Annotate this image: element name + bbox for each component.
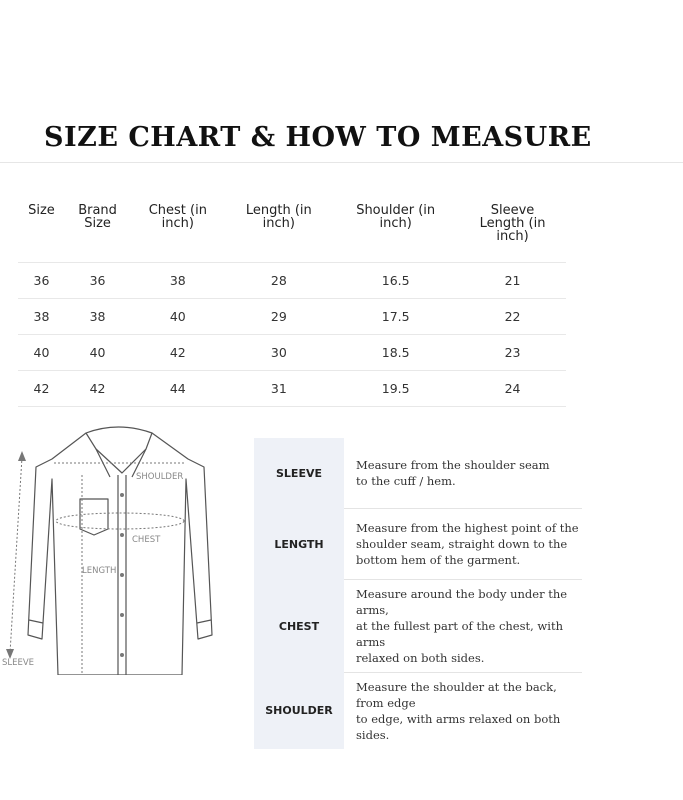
- table-cell: 23: [459, 335, 566, 371]
- header-chest: [130, 198, 225, 263]
- table-cell: 38: [65, 299, 130, 335]
- guide-label-length: LENGTH: [254, 509, 344, 580]
- table-cell: 40: [130, 299, 225, 335]
- header-shoulder: [332, 198, 459, 263]
- table-cell: 19.5: [332, 371, 459, 407]
- table-cell: 22: [459, 299, 566, 335]
- size-table-header: [18, 198, 566, 263]
- header-size-label: Size: [28, 203, 55, 218]
- diagram-label-chest: CHEST: [132, 535, 161, 545]
- header-size: [18, 198, 65, 263]
- size-table: [18, 198, 566, 407]
- table-cell: 28: [225, 263, 332, 299]
- table-cell: 44: [130, 371, 225, 407]
- table-cell: 29: [225, 299, 332, 335]
- table-cell: 40: [18, 335, 65, 371]
- guide-row-length: [254, 509, 582, 580]
- diagram-label-length: LENGTH: [82, 566, 117, 576]
- guide-text-chest-content: Measure around the body under the arms, at the fullest part of the chest, with arms relaxed on both sides.: [356, 587, 568, 665]
- header-sleeve-length: [459, 198, 566, 263]
- title-divider: [0, 162, 683, 163]
- guide-text-length: [344, 509, 582, 580]
- table-cell: 17.5: [332, 299, 459, 335]
- guide-text-chest: [344, 580, 582, 673]
- header-sleeve-length-label: Sleeve Length (in inch): [479, 203, 546, 244]
- guide-text-length-content: Measure from the highest point of the shoulder seam, straight down to the bottom hem of the garment.: [356, 521, 579, 567]
- chest-measure-line: [56, 513, 184, 529]
- table-cell: 24: [459, 371, 566, 407]
- table-cell: 42: [18, 371, 65, 407]
- table-cell: 21: [459, 263, 566, 299]
- guide-row-shoulder: [254, 673, 582, 750]
- table-row: [18, 299, 566, 335]
- header-brand-size-label: Brand Size: [78, 203, 117, 231]
- table-cell: 42: [130, 335, 225, 371]
- guide-text-shoulder-content: Measure the shoulder at the back, from edge to edge, with arms relaxed on both sides.: [356, 680, 561, 742]
- table-cell: 18.5: [332, 335, 459, 371]
- page-title: SIZE CHART & HOW TO MEASURE: [44, 122, 592, 153]
- table-row: [18, 335, 566, 371]
- diagram-label-sleeve: SLEEVE: [2, 658, 35, 668]
- table-cell: 38: [18, 299, 65, 335]
- shirt-pocket: [80, 499, 108, 535]
- table-cell: 30: [225, 335, 332, 371]
- table-cell: 31: [225, 371, 332, 407]
- shirt-body-outline: [28, 433, 212, 675]
- shirt-diagram: [0, 415, 240, 675]
- guide-label-sleeve: SLEEVE: [254, 438, 344, 509]
- table-cell: 42: [65, 371, 130, 407]
- table-cell: 40: [65, 335, 130, 371]
- guide-row-chest: [254, 580, 582, 673]
- table-row: [18, 371, 566, 407]
- table-cell: 38: [130, 263, 225, 299]
- header-chest-label: Chest (in inch): [148, 203, 207, 231]
- table-cell: 16.5: [332, 263, 459, 299]
- measure-guide: [254, 438, 582, 749]
- guide-label-shoulder: SHOULDER: [254, 673, 344, 750]
- table-row: [18, 263, 566, 299]
- diagram-label-shoulder: SHOULDER: [136, 472, 184, 482]
- table-cell: 36: [18, 263, 65, 299]
- sleeve-measure-line: [10, 457, 22, 653]
- guide-label-chest: CHEST: [254, 580, 344, 673]
- header-brand-size: [65, 198, 130, 263]
- header-length-label: Length (in inch): [245, 203, 312, 231]
- guide-text-sleeve-content: Measure from the shoulder seam to the cuff / hem.: [356, 458, 550, 488]
- table-cell: 36: [65, 263, 130, 299]
- header-shoulder-label: Shoulder (in inch): [356, 203, 436, 231]
- guide-row-sleeve: [254, 438, 582, 509]
- guide-text-shoulder: [344, 673, 582, 750]
- guide-text-sleeve: [344, 438, 582, 509]
- header-length: [225, 198, 332, 263]
